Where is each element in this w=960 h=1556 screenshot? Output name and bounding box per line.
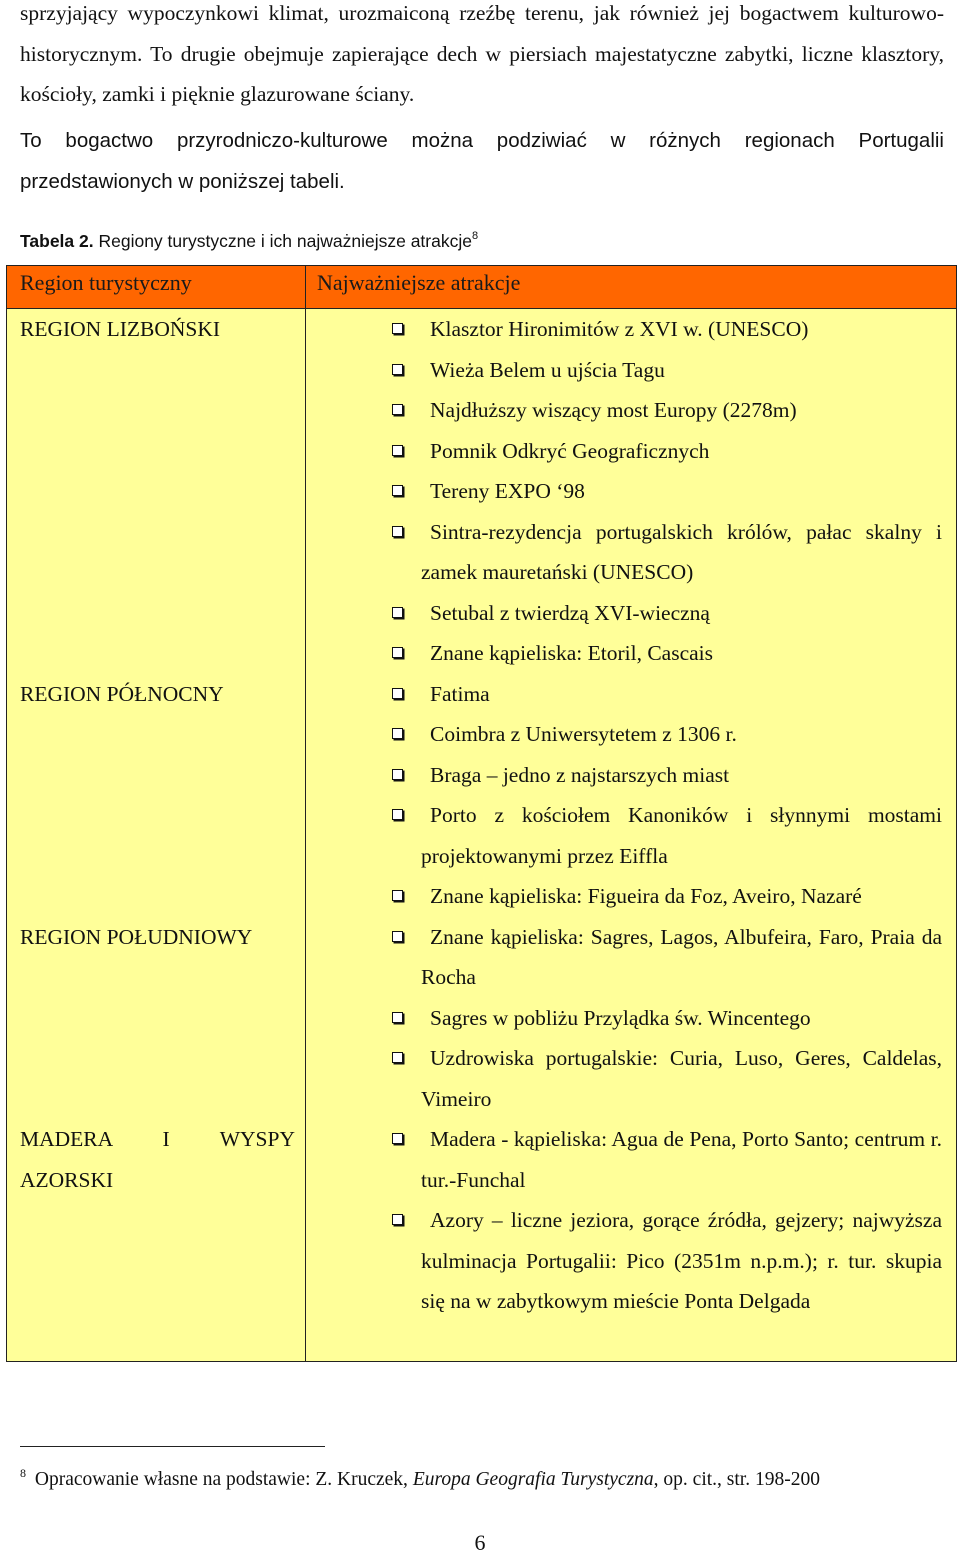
attractions-cell bbox=[306, 1119, 957, 1362]
list-item bbox=[421, 917, 942, 998]
attraction-text: Tereny EXPO ‘98 bbox=[430, 479, 585, 503]
table-caption-label: Tabela 2. bbox=[20, 231, 94, 251]
checkbox-bullet-icon bbox=[392, 1214, 403, 1225]
list-item bbox=[421, 633, 942, 674]
list-item bbox=[421, 876, 942, 917]
checkbox-bullet-icon bbox=[392, 647, 403, 658]
footnote-number: 8 bbox=[20, 1466, 26, 1480]
region-cell bbox=[7, 917, 306, 1120]
table-row bbox=[7, 917, 957, 1120]
checkbox-bullet-icon bbox=[392, 404, 403, 415]
attraction-text: Braga – jedno z najstarszych miast bbox=[430, 762, 730, 787]
list-item bbox=[421, 350, 942, 391]
checkbox-bullet-icon bbox=[392, 809, 403, 820]
checkbox-bullet-icon bbox=[392, 1133, 403, 1144]
table-row bbox=[7, 309, 957, 674]
checkbox-bullet-icon bbox=[392, 728, 403, 739]
footnote-book-title: Europa Geografia Turystyczna bbox=[412, 1469, 654, 1490]
checkbox-bullet-icon bbox=[392, 445, 403, 456]
table-row bbox=[7, 1119, 957, 1362]
list-item bbox=[421, 998, 942, 1039]
list-item bbox=[421, 593, 942, 634]
region-name: REGION POŁUDNIOWY bbox=[20, 924, 253, 949]
checkbox-bullet-icon bbox=[392, 931, 403, 942]
region-name: REGION LIZBOŃSKI bbox=[20, 317, 221, 341]
list-item bbox=[421, 1119, 942, 1200]
attractions-cell bbox=[306, 309, 957, 674]
attraction-text: Pomnik Odkryć Geograficznych bbox=[430, 438, 710, 463]
attraction-text: Klasztor Hironimitów z XVI w. (UNESCO) bbox=[430, 317, 809, 341]
table-header-row bbox=[7, 266, 957, 309]
checkbox-bullet-icon bbox=[392, 688, 403, 699]
region-cell bbox=[7, 674, 306, 917]
list-item bbox=[421, 309, 942, 350]
list-item bbox=[421, 390, 942, 431]
intro-paragraph-1: sprzyjający wypoczynkowi klimat, urozmaiconą rzeźbę terenu, jak również jej bogactwem kulturowo-historycznym. To drugie obejmuje zapierające dech w piersiach majestatyczne zabytki, liczne klasztory, kościoły, zamki i pięknie glazurowane ściany. bbox=[20, 1, 944, 106]
page-number: 6 bbox=[474, 1530, 486, 1555]
checkbox-bullet-icon bbox=[392, 364, 403, 375]
region-cell bbox=[7, 1119, 306, 1362]
footnote-ref: 8 bbox=[471, 230, 479, 242]
list-item bbox=[421, 431, 942, 472]
attraction-text: Porto z kościołem Kanoników i słynnymi mostami projektowanymi przez Eiffla bbox=[421, 803, 942, 868]
footnote-text: Opracowanie własne na podstawie: Z. Kruczek, bbox=[30, 1469, 413, 1490]
checkbox-bullet-icon bbox=[392, 323, 403, 334]
list-item bbox=[421, 1038, 942, 1119]
intro-paragraph-2: To bogactwo przyrodniczo-kulturowe można podziwiać w różnych regionach Portugalii przedstawionych w poniższej tabeli. bbox=[20, 129, 944, 193]
attractions-list bbox=[306, 309, 956, 674]
attraction-text: Sagres w pobliżu Przylądka św. Wincentego bbox=[430, 1005, 811, 1030]
attraction-text: Coimbra z Uniwersytetem z 1306 r. bbox=[430, 722, 737, 746]
list-item bbox=[421, 471, 942, 512]
list-item bbox=[421, 674, 942, 715]
list-item bbox=[421, 755, 942, 796]
checkbox-bullet-icon bbox=[392, 1052, 403, 1063]
region-cell bbox=[7, 309, 306, 674]
checkbox-bullet-icon bbox=[392, 1012, 403, 1023]
checkbox-bullet-icon bbox=[392, 607, 403, 618]
table-caption-text: Regiony turystyczne i ich najważniejsze atrakcje bbox=[93, 231, 472, 251]
footnote bbox=[20, 1460, 820, 1493]
list-item bbox=[421, 1200, 942, 1322]
footnote-text-end: , op. cit., str. 198-200 bbox=[653, 1469, 820, 1490]
attraction-text: Znane kąpieliska: Etoril, Cascais bbox=[430, 641, 713, 665]
attraction-text: Najdłuższy wiszący most Europy (2278m) bbox=[430, 398, 797, 422]
checkbox-bullet-icon bbox=[392, 769, 403, 780]
attractions-table bbox=[6, 265, 957, 1362]
attractions-list bbox=[306, 917, 956, 1120]
list-item bbox=[421, 714, 942, 755]
attraction-text: Fatima bbox=[430, 681, 490, 706]
attraction-text: Uzdrowiska portugalskie: Curia, Luso, Geres, Caldelas, Vimeiro bbox=[421, 1046, 942, 1111]
checkbox-bullet-icon bbox=[392, 890, 403, 901]
table-row bbox=[7, 674, 957, 917]
attraction-text: Znane kąpieliska: Sagres, Lagos, Albufeira, Faro, Praia da Rocha bbox=[421, 924, 942, 989]
attraction-text: Znane kąpieliska: Figueira da Foz, Aveiro, Nazaré bbox=[430, 884, 862, 908]
table-caption bbox=[20, 224, 478, 253]
attractions-list bbox=[306, 1119, 956, 1322]
header-region: Region turystyczny bbox=[7, 266, 306, 309]
region-name: REGION PÓŁNOCNY bbox=[20, 681, 224, 706]
checkbox-bullet-icon bbox=[392, 526, 403, 537]
attraction-text: Azory – liczne jeziora, gorące źródła, gejzery; najwyższa kulminacja Portugalii: Pico (2351m n.p.m.); r. tur. skupia się na w zabytkowym mieście Ponta Delgada bbox=[421, 1208, 942, 1313]
header-attractions: Najważniejsze atrakcje bbox=[306, 266, 957, 309]
region-name: MADERA I WYSPY AZORSKI bbox=[20, 1127, 295, 1192]
attraction-text: Wieża Belem u ujścia Tagu bbox=[430, 357, 665, 382]
footnote-divider bbox=[20, 1446, 325, 1447]
checkbox-bullet-icon bbox=[392, 485, 403, 496]
table-body bbox=[7, 309, 957, 1362]
attraction-text: Sintra-rezydencja portugalskich królów, pałac skalny i zamek mauretański (UNESCO) bbox=[421, 519, 942, 584]
list-item bbox=[421, 795, 942, 876]
attractions-list bbox=[306, 674, 956, 917]
attractions-cell bbox=[306, 674, 957, 917]
attraction-text: Madera - kąpieliska: Agua de Pena, Porto Santo; centrum r. tur.-Funchal bbox=[421, 1127, 942, 1192]
attraction-text: Setubal z twierdzą XVI-wieczną bbox=[430, 600, 710, 625]
attractions-cell bbox=[306, 917, 957, 1120]
list-item bbox=[421, 512, 942, 593]
